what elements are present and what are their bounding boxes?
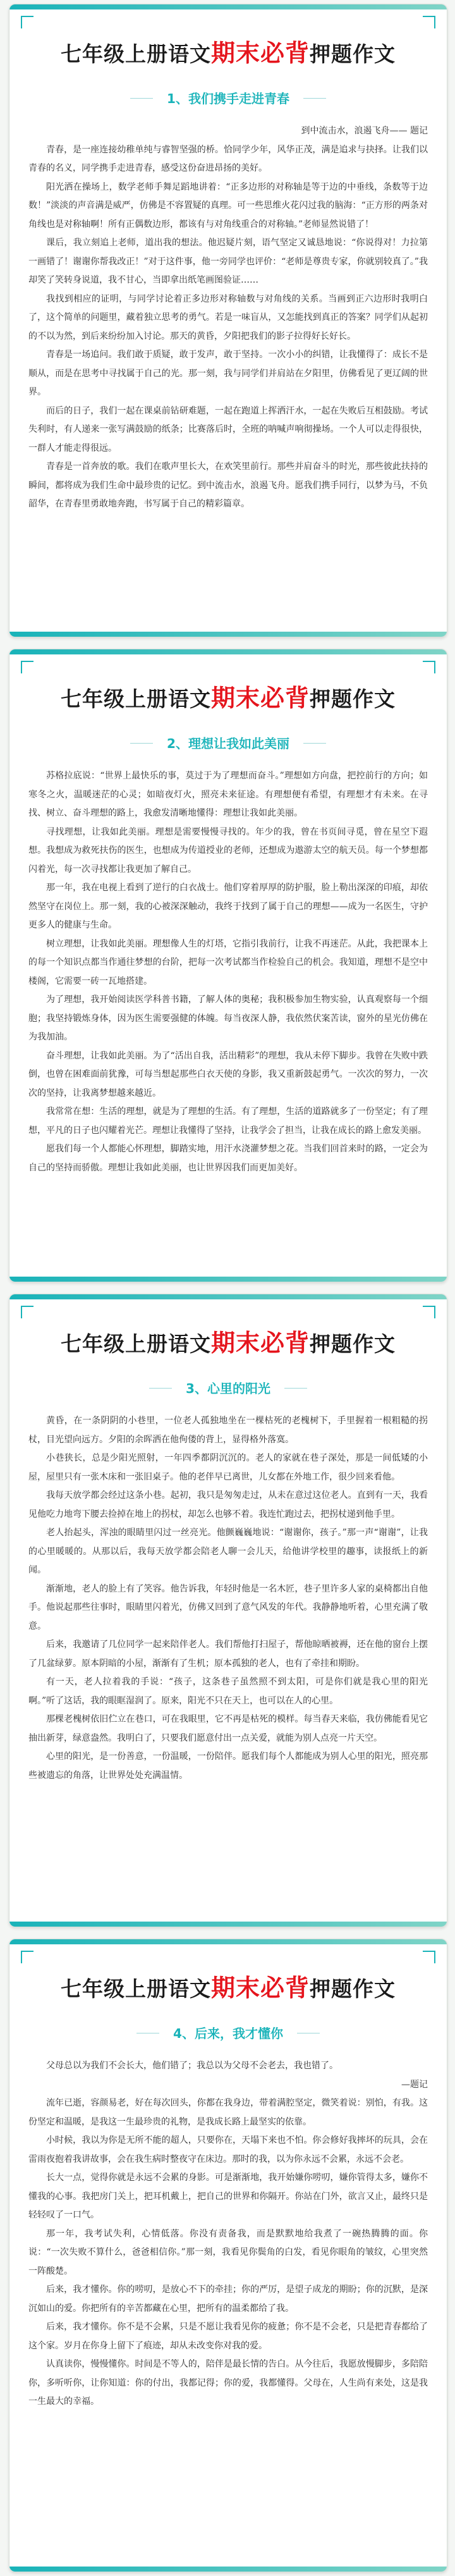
paragraph: 认真读你，慢慢懂你。时间是不等人的，陪伴是最长情的告白。从今往后，我愿放慢脚步，多陪陪你，多听听你，让你知道：你的付出，我都记得；你的爱，我都懂得。父母在，人生尚有来处，这是我一生最大的幸福。 [28, 2359, 428, 2407]
paragraph: 我每天放学都会经过这条小巷。起初，我只是匆匆走过，从未在意过这位老人。直到有一天，我看见他吃力地弯下腰去捡掉在地上的拐杖，却怎么也够不着。我连忙跑过去，把拐杖递到他手里。 [28, 1490, 428, 1519]
title-suffix: 押题作文 [310, 42, 396, 66]
page-title [9, 34, 447, 68]
bottom-accent-bar [9, 632, 447, 637]
paragraph: 有一天，老人拉着我的手说：“孩子，这条巷子虽然照不到太阳，可是你们就是我心里的阳光啊。”听了这话，我的眼眶湿润了。原来，阳光不只在天上，也可以在人的心里。 [28, 1677, 428, 1706]
paragraph: 为了理想，我开始阅读医学科普书籍，了解人体的奥秘；我积极参加生物实验，认真观察每一个细胞；我坚持锻炼身体，因为医生需要强健的体魄。每当夜深人静，我依然伏案苦读，窗外的星光仿佛在为我加油。 [28, 995, 428, 1042]
card-header [9, 4, 447, 108]
corner-ornament [21, 1306, 33, 1318]
paragraph: 长大一点，觉得你就是永远不会累的身影。可是渐渐地，我开始嫌你唠叨，嫌你管得太多，嫌你不懂我的心事。我把房门关上，把耳机戴上，把自己的世界和你隔开。你站在门外，欲言又止，最终只是轻轻叹了一口气。 [28, 2173, 428, 2220]
title-prefix: 七年级上册语文 [60, 42, 211, 66]
paragraph: 阳光洒在操场上，数学老师手舞足蹈地讲着：“正多边形的对称轴是等于边的中垂线，条数等于边数！”淡淡的声音满是威严，仿佛是不容置疑的真理。可一些思维火花闪过我的脑海：“正方形的两条对角线也是对称轴啊！所有正偶数边形，都该有与对角线重合的对称轴。”老师显然说错了！ [28, 181, 428, 230]
paragraph: 后来，我才懂你。你的唠叨，是放心不下的牵挂；你的严厉，是望子成龙的期盼；你的沉默，是深沉如山的爱。你把所有的辛苦都藏在心里，把所有的温柔都给了我。 [28, 2285, 428, 2314]
title-highlight: 期末必背 [210, 684, 310, 712]
page-title [9, 1323, 447, 1358]
paragraph: 小时候，我以为你是无所不能的超人，只要你在，天塌下来也不怕。你会修好我摔坏的玩具，会在雷雨夜抱着我讲故事，会在我生病时整夜守在床边。那时的我，以为你永远不会累，永远不会老。 [28, 2135, 428, 2164]
title-suffix: 押题作文 [310, 1977, 396, 2001]
paragraph: 后来，我才懂你。你不是不会累，只是不愿让我看见你的疲惫；你不是不会老，只是把青春都给了这个家。岁月在你身上留下了痕迹，却从未改变你对我的爱。 [28, 2322, 428, 2351]
essay-subtitle: 4、后来，我才懂你 [159, 2022, 297, 2043]
corner-ornament [423, 661, 435, 673]
title-prefix: 七年级上册语文 [60, 687, 211, 711]
essay-subtitle: 2、理想让我如此美丽 [153, 732, 303, 753]
paragraph: 父母总以为我们不会长大，他们错了；我总以为父母不会老去，我也错了。 [46, 2061, 338, 2071]
essay-body [9, 1398, 447, 1785]
corner-ornament [423, 1306, 435, 1318]
top-accent-bar [9, 1294, 447, 1299]
paragraph: 那棵老槐树依旧伫立在巷口，可在我眼里，它不再是枯死的模样。每当春天来临，我仿佛能看见它抽出新芽，绿意盎然。我明白了，只要我们愿意付出一点关爱，就能为别人点亮一片天空。 [28, 1714, 428, 1743]
corner-ornament [21, 1951, 33, 1963]
paragraph: 小巷狭长，总是少阳光照射，一年四季都阴沉沉的。老人的家就在巷子深处，那是一间低矮的小屋，屋里只有一张木床和一张旧桌子。他的老伴早已离世，儿女都在外地工作，很少回来看他。 [28, 1453, 428, 1482]
essay-card-1 [9, 4, 447, 637]
paragraph: 青春，是一座连接幼稚单纯与睿智坚强的桥。恰同学少年，风华正茂，满是追求与抉择。让我们以青春的名义，同学携手走进青春，感受这份奋进昂扬的美好。 [28, 144, 428, 173]
essay-card-4 [9, 1939, 447, 2572]
card-header [9, 1939, 447, 2043]
paragraph: 课后，我立刻追上老师，道出我的想法。他迟疑片刻，语气坚定又诚恳地说：“你说得对！力拉第一画错了！谢谢你帮我改正！”对于这件事，他一旁同学也评价：“老师是尊贵专家，你就别较真了。”我却笑了笑转身说道，我不甘心，当即拿出纸笔画图验证…… [28, 238, 428, 285]
paragraph: 渐渐地，老人的脸上有了笑容。他告诉我，年轻时他是一名木匠，巷子里许多人家的桌椅都出自他手。他说起那些往事时，眼睛里闪着光，仿佛又回到了意气风发的年代。我静静地听着，心里充满了敬意。 [28, 1583, 428, 1631]
essay-card-2 [9, 649, 447, 1282]
paragraph: 黄昏，在一条阴阴的小巷里，一位老人孤独地坐在一棵枯死的老槐树下，手里握着一根粗糙的拐杖，目光望向远方。夕阳的余晖洒在他佝偻的背上，显得格外落寞。 [28, 1416, 428, 1445]
bottom-accent-bar [9, 2567, 447, 2572]
paragraph: 寻找理想，让我如此美丽。理想是需要慢慢寻找的。年少的我，曾在书页间寻觅，曾在星空下遐想。我想成为救死扶伤的医生，也想成为传道授业的老师，还想成为遨游太空的航天员。每一个梦想都闪着光，每一次寻找都让我更加了解自己。 [28, 826, 428, 874]
card-header [9, 649, 447, 753]
epigraph-source: —题记 [401, 2079, 428, 2090]
essay-subtitle: 3、心里的阳光 [172, 1377, 284, 1398]
page-title [9, 1968, 447, 2003]
title-highlight: 期末必背 [210, 1973, 310, 2002]
top-accent-bar [9, 1939, 447, 1944]
paragraph: 愿我们每一个人都能心怀理想，脚踏实地，用汗水浇灌梦想之花。当我们回首来时的路，一定会为自己的坚持而骄傲。理想让我如此美丽，也让世界因我们而更加美好。 [28, 1144, 428, 1173]
corner-ornament [21, 16, 33, 28]
title-suffix: 押题作文 [310, 687, 396, 711]
paragraph: 流年已逝，容颜易老，好在每次回头，你都在我身边，带着满腔坚定，微笑着说：别怕，有我。这份坚定和温暖，是我这一生最珍贵的礼物，是我成长路上最坚实的依靠。 [28, 2098, 428, 2127]
paragraph: 而后的日子，我们一起在课桌前钻研难题，一起在跑道上挥洒汗水，一起在失败后互相鼓励。考试失利时，有人递来一张写满鼓励的纸条；比赛落后时，全班的呐喊声响彻操场。一个人可以走得很快，一群人才能走得很远。 [28, 405, 428, 453]
paragraph: 青春是一场追问。我们敢于质疑，敢于发声，敢于坚持。一次小小的纠错，让我懂得了：成长不是顺从，而是在思考中寻找属于自己的光。那一刻，我与同学们并肩站在夕阳里，仿佛看见了更辽阔的世界。 [28, 350, 428, 397]
top-accent-bar [9, 4, 447, 9]
epigraph: 到中流击水，浪遏飞舟—— 题记 [301, 126, 428, 136]
essay-body [9, 2043, 447, 2412]
title-highlight: 期末必背 [210, 1328, 310, 1357]
paragraph: 苏格拉底说：“世界上最快乐的事，莫过于为了理想而奋斗。”理想如方向盘，把控前行的方向；如寒冬之火，温暖迷茫的心灵；如暗夜灯火，照亮未来征途。有理想便有希望，有理想才有未来。在寻找、树立、奋斗理想的路上，我愈发清晰地懂得：理想让我如此美丽。 [28, 771, 428, 818]
paragraph: 那一年，我考试失利，心情低落。你没有责备我，而是默默地给我煮了一碗热腾腾的面。你说：“一次失败不算什么，爸爸相信你。”那一刻，我看见你鬓角的白发，看见你眼角的皱纹，心里突然一阵酸楚。 [28, 2228, 428, 2276]
paragraph: 后来，我邀请了几位同学一起来陪伴老人。我们帮他打扫屋子，帮他晾晒被褥，还在他的窗台上摆了几盆绿萝。原本阴暗的小屋，渐渐有了生机；原本孤独的老人，也有了牵挂和期盼。 [28, 1640, 428, 1669]
paragraph: 心里的阳光，是一份善意，一份温暖，一份陪伴。愿我们每个人都能成为别人心里的阳光，照亮那些被遗忘的角落，让世界处处充满温情。 [28, 1751, 428, 1781]
essay-body [9, 753, 447, 1177]
paragraph: 树立理想，让我如此美丽。理想像人生的灯塔，它指引我前行，让我不再迷茫。从此，我把课本上的每一个知识点都当作通往梦想的台阶，把每一次考试都当作检验自己的机会。我知道，理想不是空中楼阁，它需要一砖一瓦地搭建。 [28, 938, 428, 986]
corner-ornament [21, 661, 33, 673]
title-highlight: 期末必背 [210, 39, 310, 67]
bottom-accent-bar [9, 1277, 447, 1282]
top-accent-bar [9, 649, 447, 654]
corner-ornament [423, 1951, 435, 1963]
paragraph: 那一年，我在电视上看到了逆行的白衣战士。他们穿着厚厚的防护服，脸上勒出深深的印痕，却依然坚守在岗位上。那一刻，我的心被深深触动，我终于找到了属于自己的理想——成为一名医生，守护更多人的健康与生命。 [28, 883, 428, 930]
page-title [9, 678, 447, 713]
essay-body [9, 108, 447, 514]
corner-ornament [423, 16, 435, 28]
essay-card-3 [9, 1294, 447, 1927]
paragraph: 奋斗理想，让我如此美丽。为了“活出自我，活出精彩”的理想，我从未停下脚步。我曾在失败中跌倒，也曾在困难面前犹豫，可每当想起那些白衣天使的身影，我又重新鼓起勇气。一次次的努力，一次次的坚持，让我离梦想越来越近。 [28, 1050, 428, 1098]
title-prefix: 七年级上册语文 [60, 1977, 211, 2001]
paragraph: 我找到相应的证明，与同学讨论着正多边形对称轴数与对角线的关系。当画到正六边形时我明白了，这个简单的问题里，藏着独立思考的勇气。若是一味盲从，又怎能找到真正的答案？同学们从起初的不以为然，到后来纷纷加入讨论。那天的黄昏，夕阳把我们的影子拉得好长好长。 [28, 293, 428, 341]
bottom-accent-bar [9, 1922, 447, 1927]
title-prefix: 七年级上册语文 [60, 1332, 211, 1356]
paragraph: 青春是一首奔放的歌。我们在歌声里长大，在欢笑里前行。那些并肩奋斗的时光，那些彼此扶持的瞬间，都将成为我们生命中最珍贵的记忆。到中流击水，浪遏飞舟。愿我们携手同行，以梦为马，不负韶华，在青春里勇敢地奔跑，书写属于自己的精彩篇章。 [28, 462, 428, 509]
essay-subtitle: 1、我们携手走进青春 [153, 87, 303, 108]
card-header [9, 1294, 447, 1398]
title-suffix: 押题作文 [310, 1332, 396, 1356]
paragraph: 老人抬起头，浑浊的眼睛里闪过一丝亮光。他颤巍巍地说：“谢谢你，孩子。”那一声“谢谢”，让我的心里暖暖的。从那以后，我每天放学都会陪老人聊一会儿天，给他讲学校里的趣事，读报纸上的新闻。 [28, 1528, 428, 1575]
paragraph: 我常常在想：生活的理想，就是为了理想的生活。有了理想，生活的道路就多了一份坚定；有了理想，平凡的日子也闪耀着光芒。理想让我懂得了坚持，让我学会了担当，让我在成长的路上愈发美丽。 [28, 1107, 428, 1136]
